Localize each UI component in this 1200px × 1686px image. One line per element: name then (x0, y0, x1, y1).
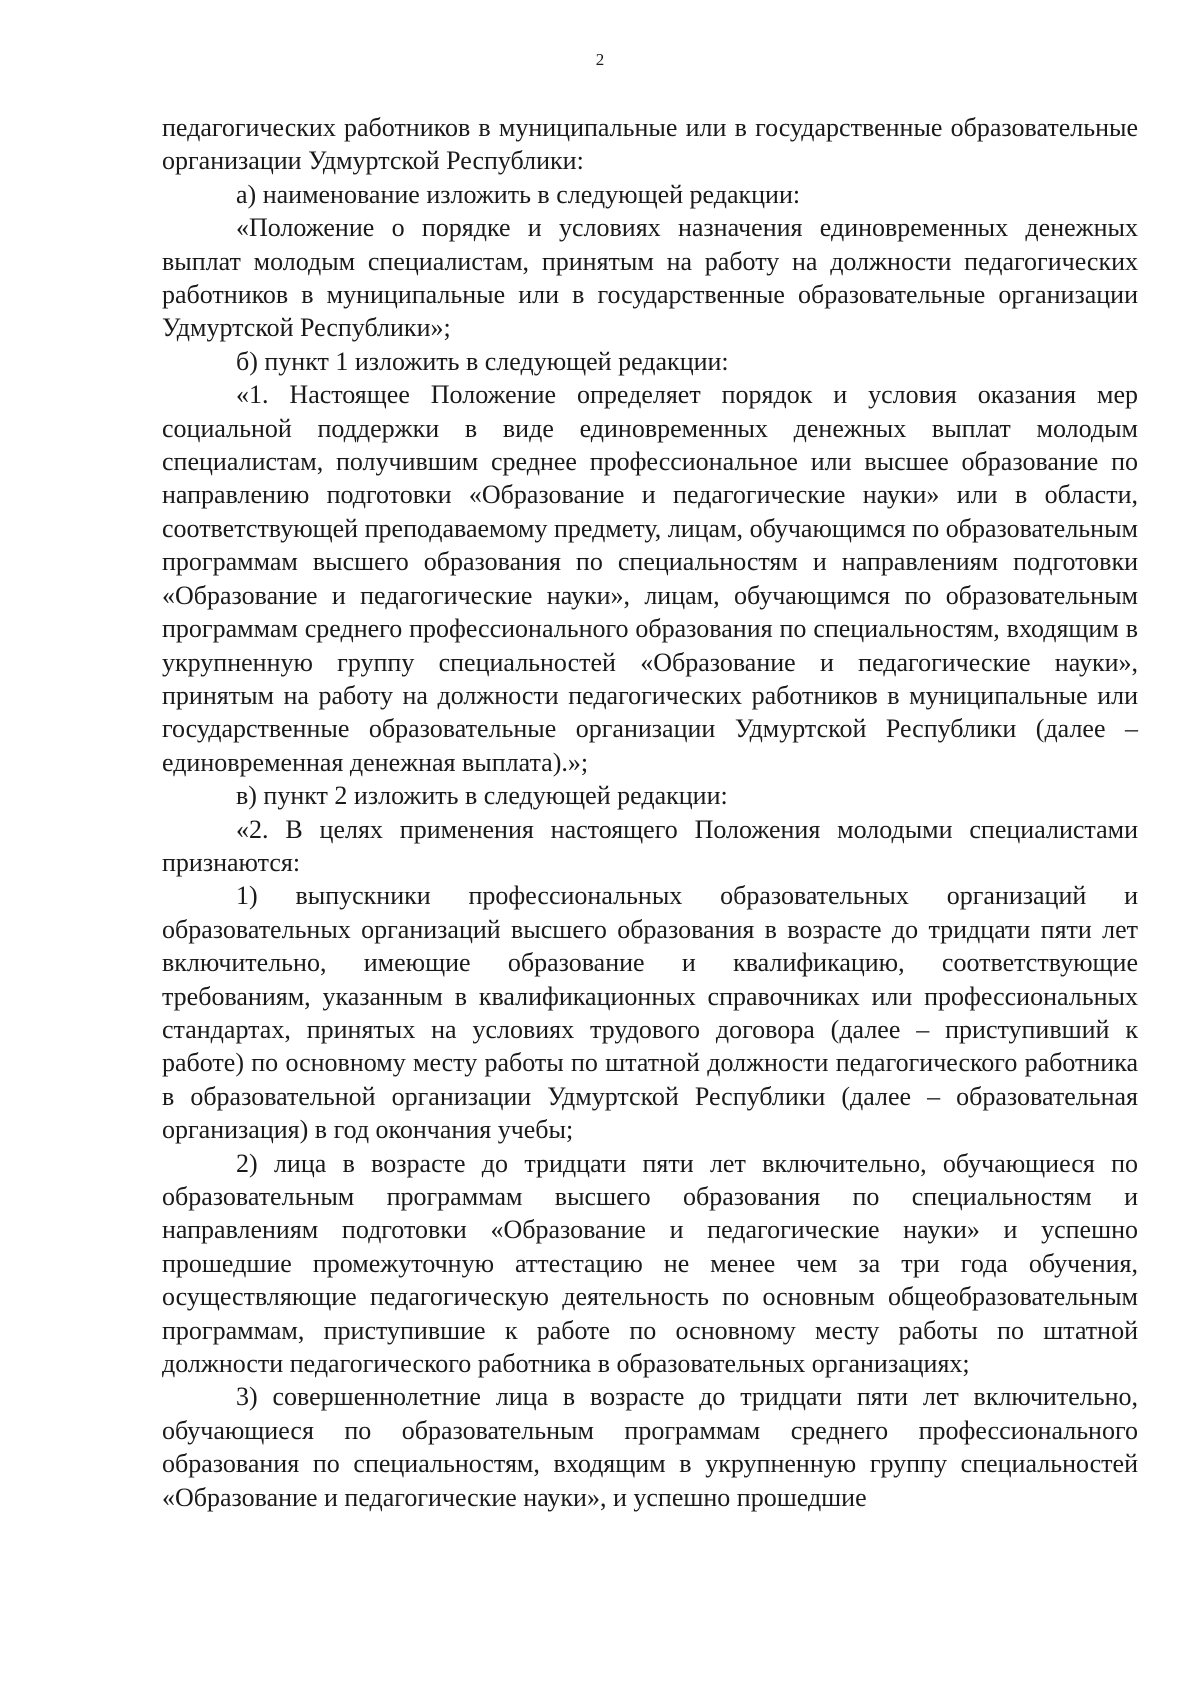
paragraph-item-a: а) наименование изложить в следующей редакции: (236, 179, 801, 209)
paragraph-continuation: педагогических работников в муниципальные или в государственные образовательные организации Удмуртской Республики: (162, 113, 1138, 176)
paragraph-item-v: в) пункт 2 изложить в следующей редакции: (236, 781, 728, 811)
document-body (162, 111, 1138, 1514)
paragraph-item-b: б) пункт 1 изложить в следующей редакции: (236, 346, 729, 376)
paragraph-subpoint-2: 2) лица в возрасте до тридцати пяти лет включительно, обучающиеся по образовательным программам высшего образования по специальностям и направлениям подготовки «Образование и педагогические науки» и успешно прошедшие промежуточную аттестацию не менее чем за три года обучения, осуществляющие педагогическую деятельность по основным общеобразовательным программам, приступившие к работе по основному месту работы по штатной должности педагогического работника в образовательных организациях; (162, 1148, 1138, 1379)
paragraph-subpoint-3: 3) совершеннолетние лица в возрасте до тридцати пяти лет включительно, обучающиеся по образовательным программам среднего профессионального образования по специальностям, входящим в укрупненную группу специальностей «Образование и педагогические науки», и успешно прошедшие (162, 1382, 1138, 1512)
paragraph-point-2: «2. В целях применения настоящего Положения молодыми специалистами признаются: (162, 814, 1138, 877)
page-number: 2 (595, 50, 605, 69)
paragraph-new-title: «Положение о порядке и условиях назначения единовременных денежных выплат молодым специалистам, принятым на работу на должности педагогических работников в муниципальные или в государственные образовательные организации Удмуртской Республики»; (162, 213, 1138, 343)
paragraph-point-1: «1. Настоящее Положение определяет порядок и условия оказания мер социальной поддержки в виде единовременных денежных выплат молодым специалистам, получившим среднее профессиональное или высшее образование по направлению подготовки «Образование и педагогические науки» или в области, соответствующей преподаваемому предмету, лицам, обучающимся по образовательным программам высшего образования по специальностям и направлениям подготовки «Образование и педагогические науки», лицам, обучающимся по образовательным программам среднего профессионального образования по специальностям, входящим в укрупненную группу специальностей «Образование и педагогические науки», принятым на работу на должности педагогических работников в муниципальные или государственные образовательные организации Удмуртской Республики (далее – единовременная денежная выплата).»; (162, 380, 1138, 777)
paragraph-subpoint-1: 1) выпускники профессиональных образовательных организаций и образовательных организаций высшего образования в возрасте до тридцати пяти лет включительно, имеющие образование и квалификацию, соответствующие требованиям, указанным в квалификационных справочниках или профессиональных стандартах, принятых на условиях трудового договора (далее – приступивший к работе) по основному месту работы по штатной должности педагогического работника в образовательной организации Удмуртской Республики (далее – образовательная организация) в год окончания учебы; (162, 881, 1138, 1145)
